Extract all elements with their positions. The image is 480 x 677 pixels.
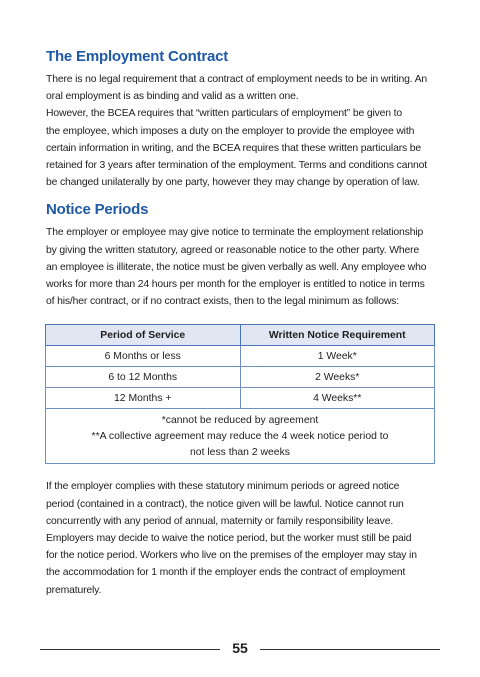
notice-periods-paragraph bbox=[46, 224, 434, 310]
employment-contract-paragraph bbox=[46, 71, 434, 191]
table-row bbox=[46, 388, 435, 409]
text-line: be changed unilaterally by one party, however they may change by operation of law. bbox=[46, 177, 420, 189]
note-cannot-reduce: *cannot be reduced by agreement bbox=[161, 415, 319, 427]
note-collective-agreement-cont: not less than 2 weeks bbox=[190, 447, 290, 459]
page-footer bbox=[40, 640, 440, 658]
column-header-notice: Written Notice Requirement bbox=[240, 325, 435, 346]
footer-rule-right bbox=[260, 649, 440, 650]
text-line: concurrently with any period of annual, maternity or family responsibility leave. bbox=[46, 515, 394, 527]
table-notes bbox=[46, 409, 435, 464]
table-header-row bbox=[46, 325, 435, 346]
table-notes-row bbox=[46, 409, 435, 464]
text-line: for the notice period. Workers who live on the premises of the employer may stay in bbox=[46, 550, 417, 562]
text-line: Employers may decide to waive the notice period, but the worker must still be paid bbox=[46, 533, 412, 545]
text-line: the employee, which imposes a duty on the employer to provide the employee with bbox=[46, 125, 415, 137]
table-row bbox=[46, 367, 435, 388]
text-line: prematurely. bbox=[46, 584, 102, 596]
page-number: 55 bbox=[232, 640, 248, 656]
table-cell: 12 Months + bbox=[46, 388, 241, 409]
table-cell: 1 Week* bbox=[240, 346, 435, 367]
text-line: There is no legal requirement that a contract of employment needs to be in writing. An bbox=[46, 74, 428, 85]
footer-rule-left bbox=[40, 649, 220, 650]
section-heading-employment-contract: The Employment Contract bbox=[46, 48, 229, 65]
text-line: The employer or employee may give notice to terminate the employment relationship bbox=[46, 227, 424, 239]
text-line: period (contained in a contract), the notice given will be lawful. Notice cannot run bbox=[46, 498, 404, 510]
table-cell: 6 to 12 Months bbox=[46, 367, 241, 388]
notice-period-table bbox=[45, 324, 435, 464]
page-content bbox=[46, 48, 434, 599]
compliance-paragraph bbox=[46, 478, 434, 598]
table-cell: 6 Months or less bbox=[46, 346, 241, 367]
text-line: However, the BCEA requires that “written particulars of employment” be given to bbox=[46, 108, 403, 120]
text-line: the accommodation for 1 month if the employer ends the contract of employment bbox=[46, 567, 406, 579]
column-header-period: Period of Service bbox=[46, 325, 241, 346]
section-heading-notice-periods: Notice Periods bbox=[46, 201, 149, 219]
table-cell: 2 Weeks* bbox=[240, 367, 435, 388]
text-line: If the employer complies with these statutory minimum periods or agreed notice bbox=[46, 481, 400, 493]
text-line: oral employment is as binding and valid as a written one. bbox=[46, 91, 299, 103]
table-cell: 4 Weeks** bbox=[240, 388, 435, 409]
text-line: by giving the written statutory, agreed or reasonable notice to the other party. Where bbox=[46, 244, 420, 256]
text-line: of his/her contract, or if no contract exists, then to the legal minimum as follows: bbox=[46, 296, 399, 308]
text-line: retained for 3 years after termination of the employment. Terms and conditions cannot bbox=[46, 160, 427, 172]
text-line: an employee is illiterate, the notice must be given verbally as well. Any employee who bbox=[46, 261, 427, 273]
text-line: works for more than 24 hours per month for the employer is entitled to notice in terms bbox=[46, 279, 425, 291]
text-line: certain information in writing, and the BCEA requires that these written particulars be bbox=[46, 142, 422, 154]
table-row bbox=[46, 346, 435, 367]
note-collective-agreement: **A collective agreement may reduce the 4 week notice period to bbox=[91, 431, 389, 443]
